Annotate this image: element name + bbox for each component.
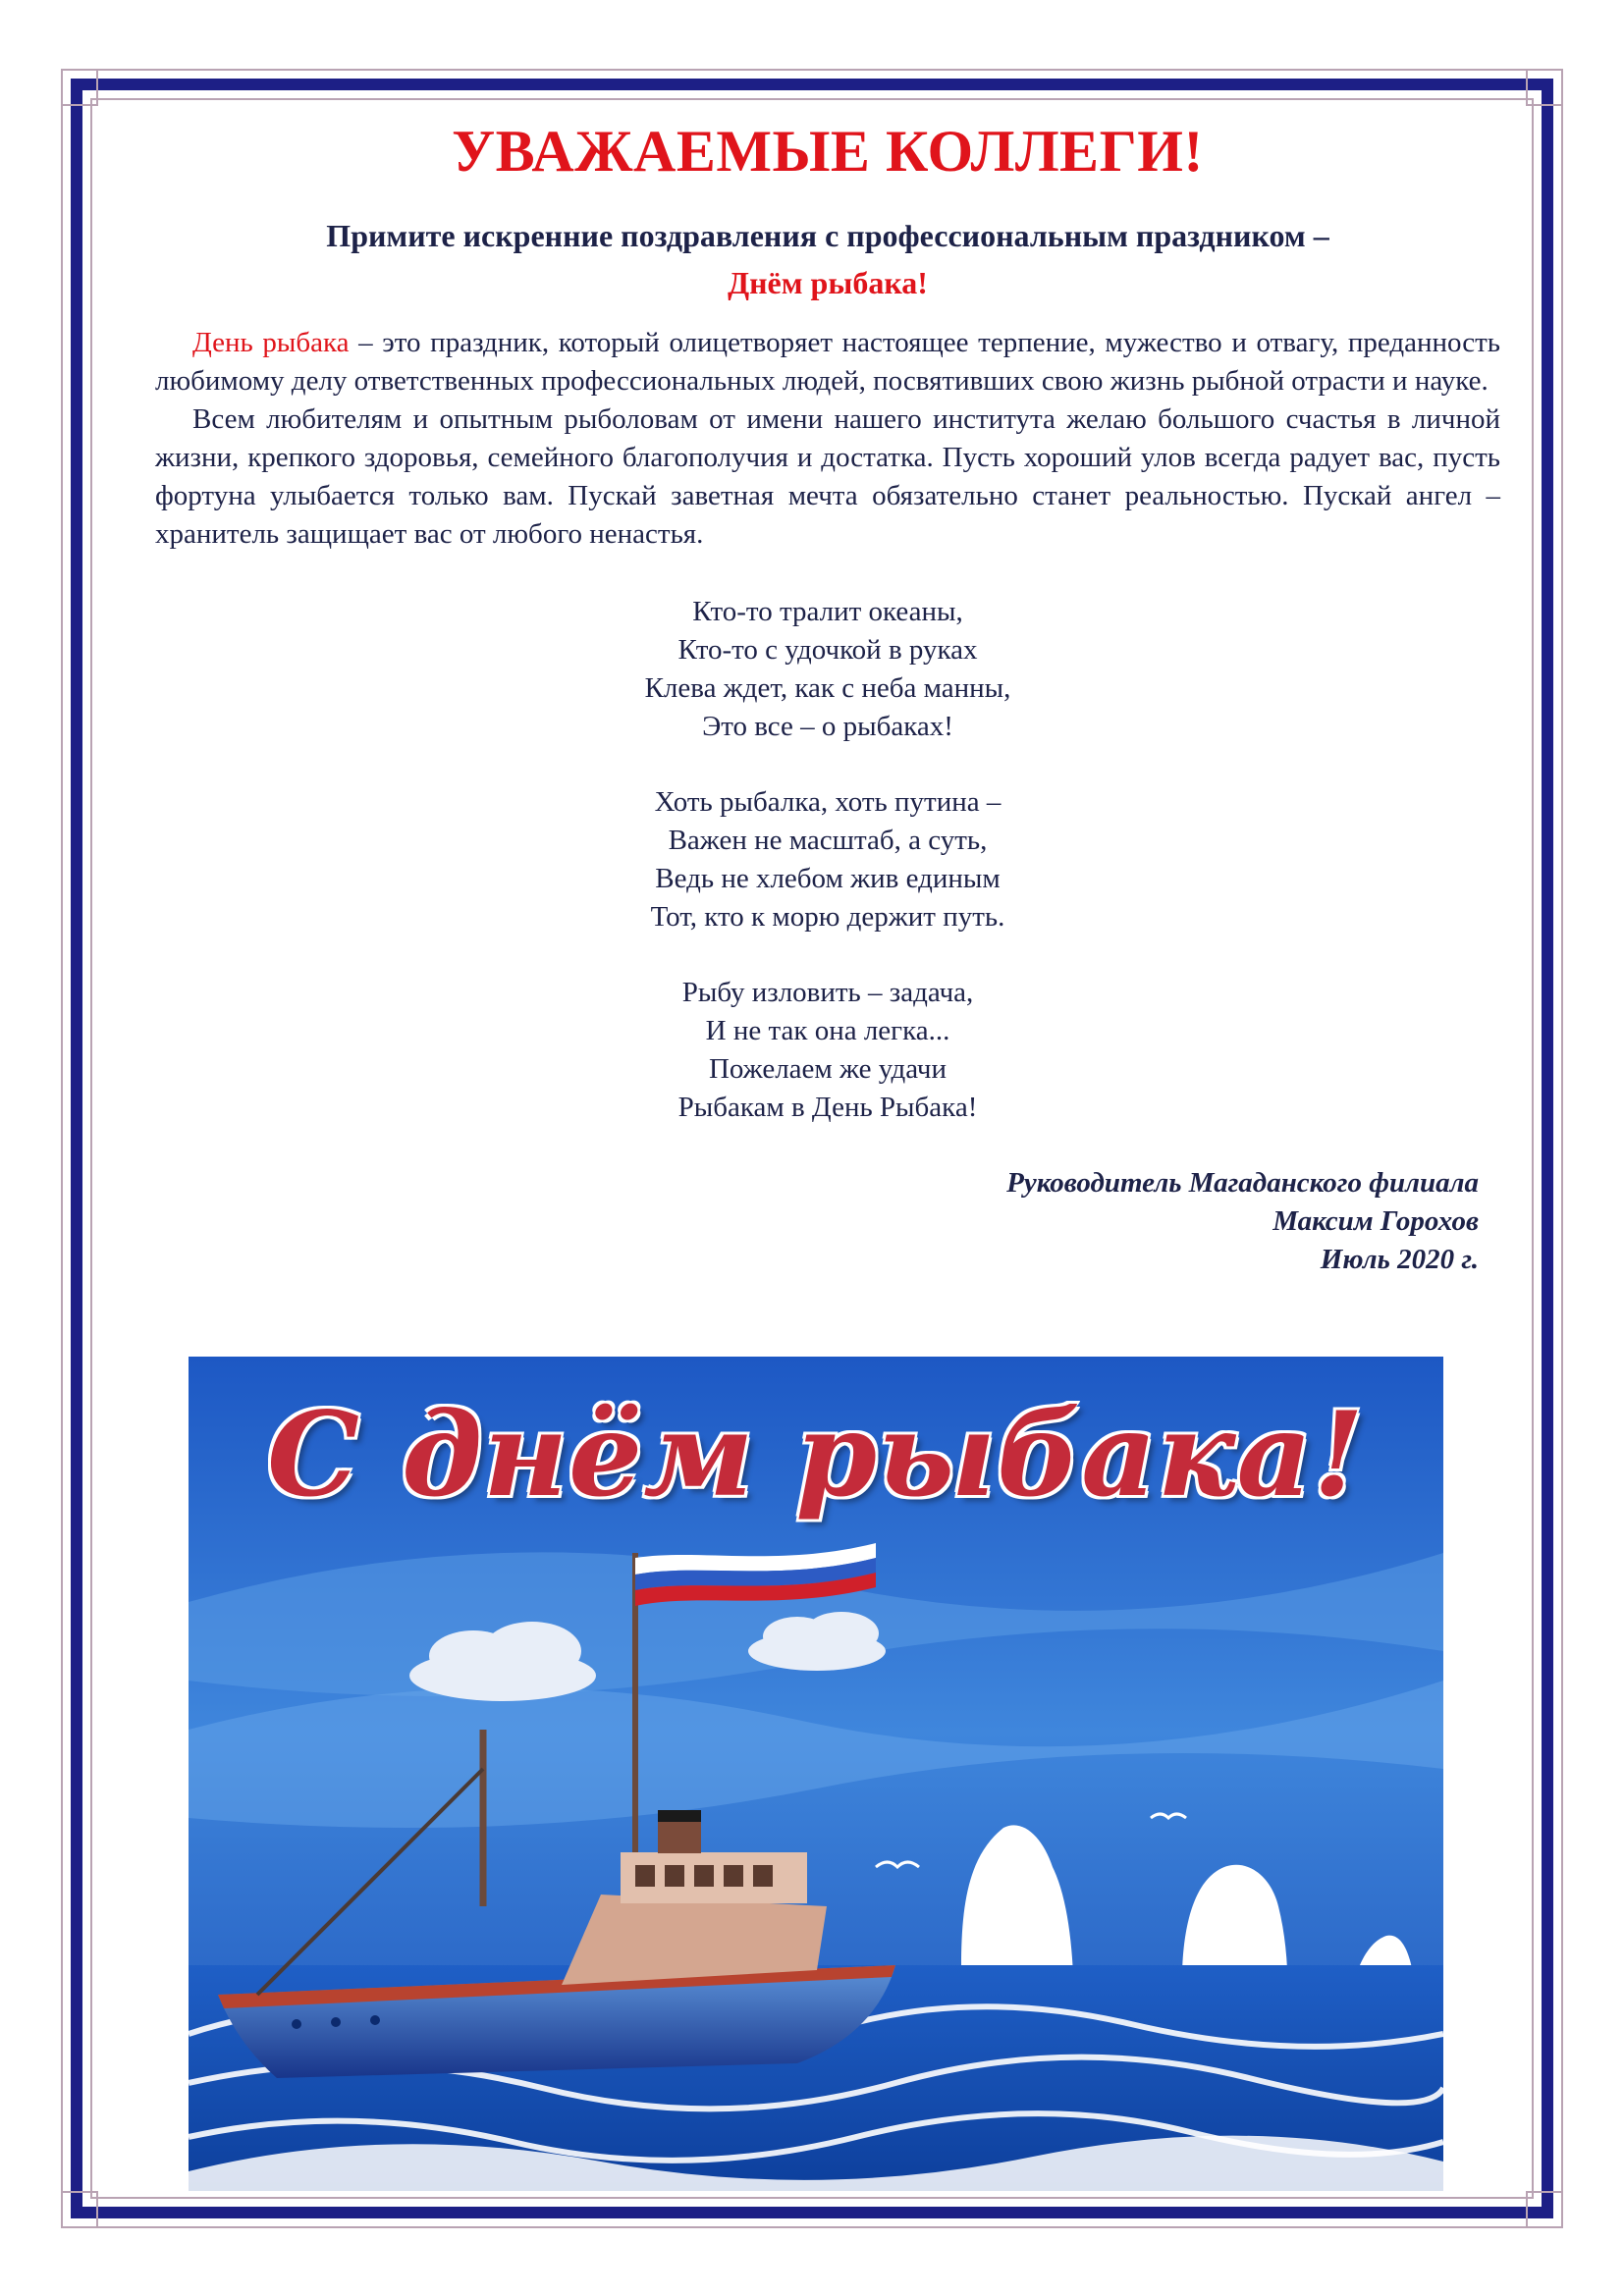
greeting-banner-image bbox=[189, 1357, 1443, 2191]
signature-position: Руководитель Магаданского филиала bbox=[1006, 1167, 1479, 1199]
poem-line: Пожелаем же удачи bbox=[708, 1053, 947, 1085]
poem-line: Это все – о рыбаках! bbox=[702, 711, 953, 742]
frame-corner-top-right bbox=[1526, 69, 1563, 106]
subtitle-greeting: Примите искренние поздравления с профессиональным праздником – bbox=[326, 218, 1329, 253]
poem-line: И не так она легка... bbox=[705, 1015, 950, 1046]
poem-line: Ведь не хлебом жив единым bbox=[655, 863, 1001, 894]
paragraph-2: Всем любителям и опытным рыболовам от имени нашего института желаю большого счастья в личной жизни, крепкого здоровья, семейного благополучия и достатка. Пусть хороший улов всегда радует вас, пусть фортуна улыбается только вам. Пускай заветная мечта обязательно станет реальностью. Пускай ангел – хранитель защищает вас от любого ненастья. bbox=[155, 403, 1500, 550]
poem-line: Клева ждет, как с неба манны, bbox=[644, 672, 1011, 704]
poem bbox=[155, 593, 1500, 1127]
subtitle-holiday: Днём рыбака! bbox=[728, 265, 928, 300]
letter-content bbox=[155, 116, 1500, 1279]
frame-corner-bottom-left bbox=[61, 2191, 98, 2228]
signature-block bbox=[155, 1164, 1500, 1279]
poem-line: Рыбу изловить – задача, bbox=[681, 977, 974, 1008]
signature-name: Максим Горохов bbox=[1272, 1205, 1479, 1237]
poem-stanza-1 bbox=[155, 593, 1500, 746]
frame-corner-bottom-right bbox=[1526, 2191, 1563, 2228]
poem-line: Кто-то тралит океаны, bbox=[692, 596, 963, 627]
frame-corner-top-left bbox=[61, 69, 98, 106]
paragraph-1 bbox=[155, 324, 1500, 400]
signature-date: Июль 2020 г. bbox=[1320, 1244, 1479, 1275]
poem-line: Важен не масштаб, а суть, bbox=[668, 825, 988, 856]
poem-stanza-3 bbox=[155, 974, 1500, 1127]
poem-line: Тот, кто к морю держит путь. bbox=[650, 901, 1005, 933]
poem-line: Хоть рыбалка, хоть путина – bbox=[654, 786, 1001, 818]
holiday-name-highlight: День рыбака bbox=[192, 327, 350, 358]
poem-line: Рыбакам в День Рыбака! bbox=[677, 1092, 978, 1123]
paragraph-1-text: – это праздник, который олицетворяет настоящее терпение, мужество и отвагу, преданность любимому делу ответственных профессиональных людей, посвятивших свою жизнь рыбной отрасти и науке. bbox=[155, 327, 1500, 397]
page-title: УВАЖАЕМЫЕ КОЛЛЕГИ! bbox=[452, 119, 1204, 184]
poem-stanza-2 bbox=[155, 783, 1500, 936]
banner-title: С днём рыбака! bbox=[267, 1386, 1365, 1522]
poem-line: Кто-то с удочкой в руках bbox=[677, 634, 978, 666]
